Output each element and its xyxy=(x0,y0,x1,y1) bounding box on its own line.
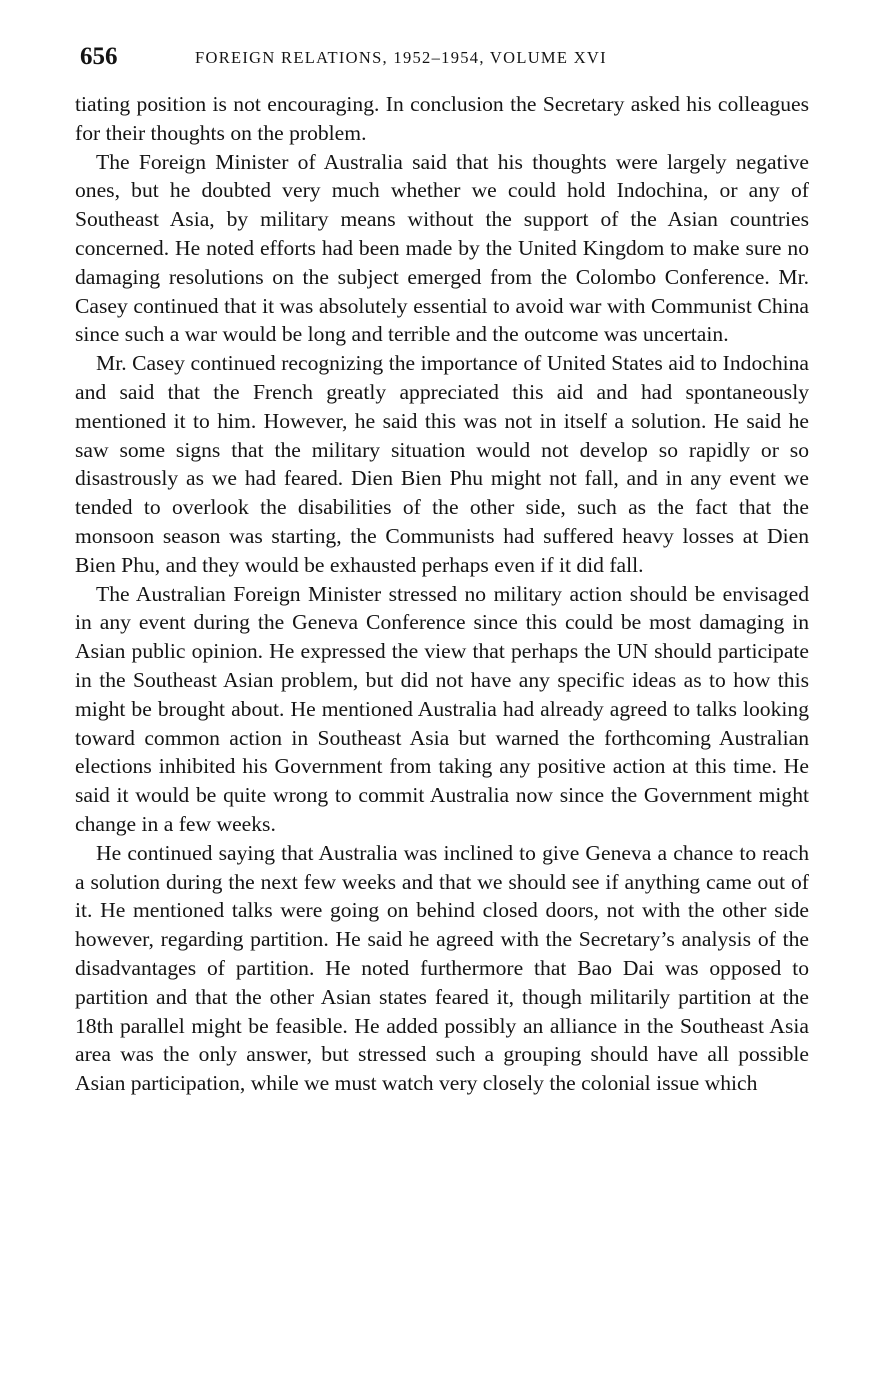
page-number: 656 xyxy=(80,43,118,70)
paragraph-casey-us-aid: Mr. Casey continued recognizing the importance of United States aid to Indochina and said that the French greatly appreciated this aid and had spontaneously mentioned it to him. However, he said this was not in itself a solution. He said he saw some signs that the military situation would not develop so rapidly or so disastrously as we had feared. Dien Bien Phu might not fall, and in any event we tended to overlook the disabilities of the other side, such as the fact that the monsoon season was starting, the Communists had suffered heavy losses at Dien Bien Phu, and they would be exhausted perhaps even if it did fall. xyxy=(75,351,809,577)
paragraph-geneva-partition: He continued saying that Australia was inclined to give Geneva a chance to reach a solution during the next few weeks and that we should see if anything came out of it. He mentioned talks were going on behind closed doors, not with the other side however, regarding partition. He said he agreed with the Secretary’s analysis of the disadvantages of partition. He noted furthermore that Bao Dai was opposed to partition and that the other Asian states feared it, though militarily partition at the 18th parallel might be feasible. He added possibly an alliance in the Southeast Asia area was the only answer, but stressed such a grouping should have all possible Asian participation, while we must watch very closely the colonial issue which xyxy=(75,840,809,1096)
paragraph-australia-foreign-minister: The Foreign Minister of Australia said that his thoughts were largely negative ones, but he doubted very much whether we could hold Indochina, or any of Southeast Asia, by military means without the support of the Asian countries concerned. He noted efforts had been made by the United Kingdom to make sure no damaging resolutions on the subject emerged from the Colombo Conference. Mr. Casey continued that it was absolutely essential to avoid war with Communist China since such a war would be long and terrible and the outcome was uncertain. xyxy=(75,149,809,347)
paragraph-continuation: tiating position is not encouraging. In conclusion the Secretary asked his colleagues for their thoughts on the problem. xyxy=(75,92,809,145)
running-head: FOREIGN RELATIONS, 1952–1954, VOLUME XVI xyxy=(195,48,607,67)
body-text xyxy=(75,90,809,1098)
paragraph-no-military-action: The Australian Foreign Minister stressed no military action should be envisaged in any event during the Geneva Conference since this could be most damaging in Asian public opinion. He expressed the view that perhaps the UN should participate in the Southeast Asian problem, but did not have any specific ideas as to how this might be brought about. He mentioned Australia had already agreed to talks looking toward common action in Southeast Asia but warned the forthcoming Australian elections inhibited his Government from taking any positive action at this time. He said it would be quite wrong to commit Australia now since the Government might change in a few weeks. xyxy=(75,581,809,836)
page-header xyxy=(80,42,810,72)
